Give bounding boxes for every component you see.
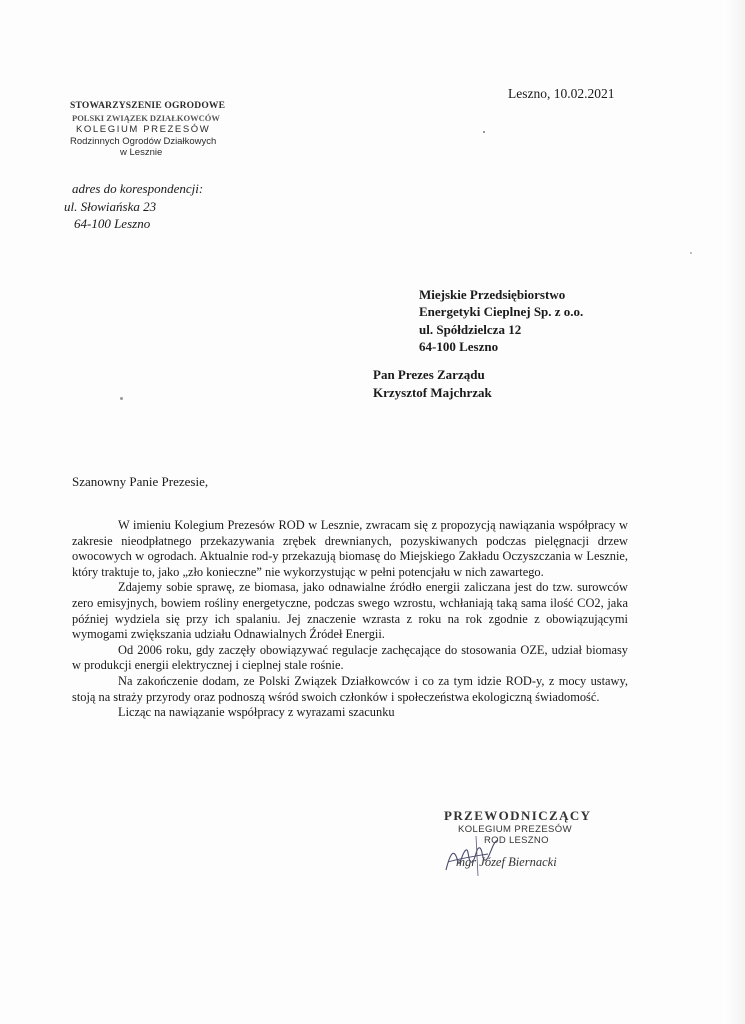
recipient-line2: Energetyki Cieplnej Sp. z o.o. — [419, 304, 584, 320]
sender-stamp-line4: Rodzinnych Ogrodów Działkowych — [70, 135, 217, 147]
letter-date: Leszno, 10.02.2021 — [508, 86, 615, 101]
body-paragraph-1: W imieniu Kolegium Prezesów ROD w Lesznie, zwracam się z propozycją nawiązania współpracy w zakresie nieodpłatnego przekazywania zrębek drewnianych, pozyskiwanych podczas pielęgnacji drzew owocowych w ogrodach. Aktualnie rod-y przekazują biomasę do Miejskiego Zakładu Oczyszczania w Lesznie, który traktuje to, jako „zło konieczne” nie wykorzystując w pełni potencjału w nich zawartego. — [72, 518, 628, 579]
sender-stamp — [70, 101, 240, 159]
signature-stamp-line2: KOLEGIUM PREZESÓW — [458, 824, 572, 835]
salutation: Szanowny Panie Prezesie, — [72, 474, 209, 489]
addressee-name: Krzysztof Majchrzak — [373, 384, 492, 400]
signatory-name: mgr Józef Biernacki — [456, 855, 557, 869]
body-paragraph-3: Od 2006 roku, gdy zaczęły obowiązywać regulacje zachęcające do stosowania OZE, udział biomasy w produkcji energii elektrycznej i cieplnej stale rośnie. — [72, 642, 628, 673]
sender-stamp-line2: POLSKI ZWIĄZEK DZIAŁKOWCÓW — [72, 112, 220, 123]
recipient-line1: Miejskie Przedsiębiorstwo — [419, 287, 566, 302]
addressee-title: Pan Prezes Zarządu — [373, 367, 485, 382]
sender-stamp-line5: w Lesznie — [120, 147, 163, 158]
scan-speck — [690, 252, 692, 254]
scan-speck — [120, 397, 123, 400]
recipient-line3: ul. Spółdzielcza 12 — [419, 321, 522, 337]
handwritten-signature — [442, 832, 522, 876]
letter-body — [72, 518, 628, 721]
correspondence-address — [64, 180, 204, 233]
page-edge-shadow — [723, 0, 745, 1024]
signature-stamp-title: PRZEWODNICZĄCY — [444, 808, 592, 823]
recipient-line4: 64-100 Leszno — [419, 338, 499, 354]
correspondence-label: adres do korespondencji: — [72, 181, 204, 196]
correspondence-city: 64-100 Leszno — [74, 216, 151, 231]
body-paragraph-2: Zdajemy sobie sprawę, ze biomasa, jako odnawialne źródło energii zaliczana jest do tzw. surowców zero emisyjnych, bowiem rośliny energetyczne, podczas swego wzrostu, wchłaniają taką sama ilość CO2, jaka później wydziela się przy ich spalaniu. Jej znaczenie wzrasta z roku na rok zgodnie z obowiązującymi wymogami zwiększania udziału Odnawialnych Źródeł Energii. — [72, 580, 628, 642]
recipient-block — [419, 286, 583, 355]
sender-stamp-line3: KOLEGIUM PREZESÓW — [76, 124, 211, 135]
signature-stamp-line3: ROD LESZNO — [484, 835, 549, 846]
addressee-block — [373, 366, 492, 401]
sender-stamp-line1: STOWARZYSZENIE OGRODOWE — [70, 101, 226, 111]
body-paragraph-5: Licząc na nawiązanie współpracy z wyrazami szacunku — [118, 705, 395, 720]
correspondence-street: ul. Słowiańska 23 — [64, 198, 157, 214]
scan-speck — [483, 131, 485, 133]
body-paragraph-4: Na zakończenie dodam, ze Polski Związek Działkowców i co za tym idzie ROD-y, z mocy ustawy, stoją na straży przyrody oraz podnoszą wśród swoich członków i społeczeństwa ekologiczną świadomość. — [72, 673, 628, 704]
